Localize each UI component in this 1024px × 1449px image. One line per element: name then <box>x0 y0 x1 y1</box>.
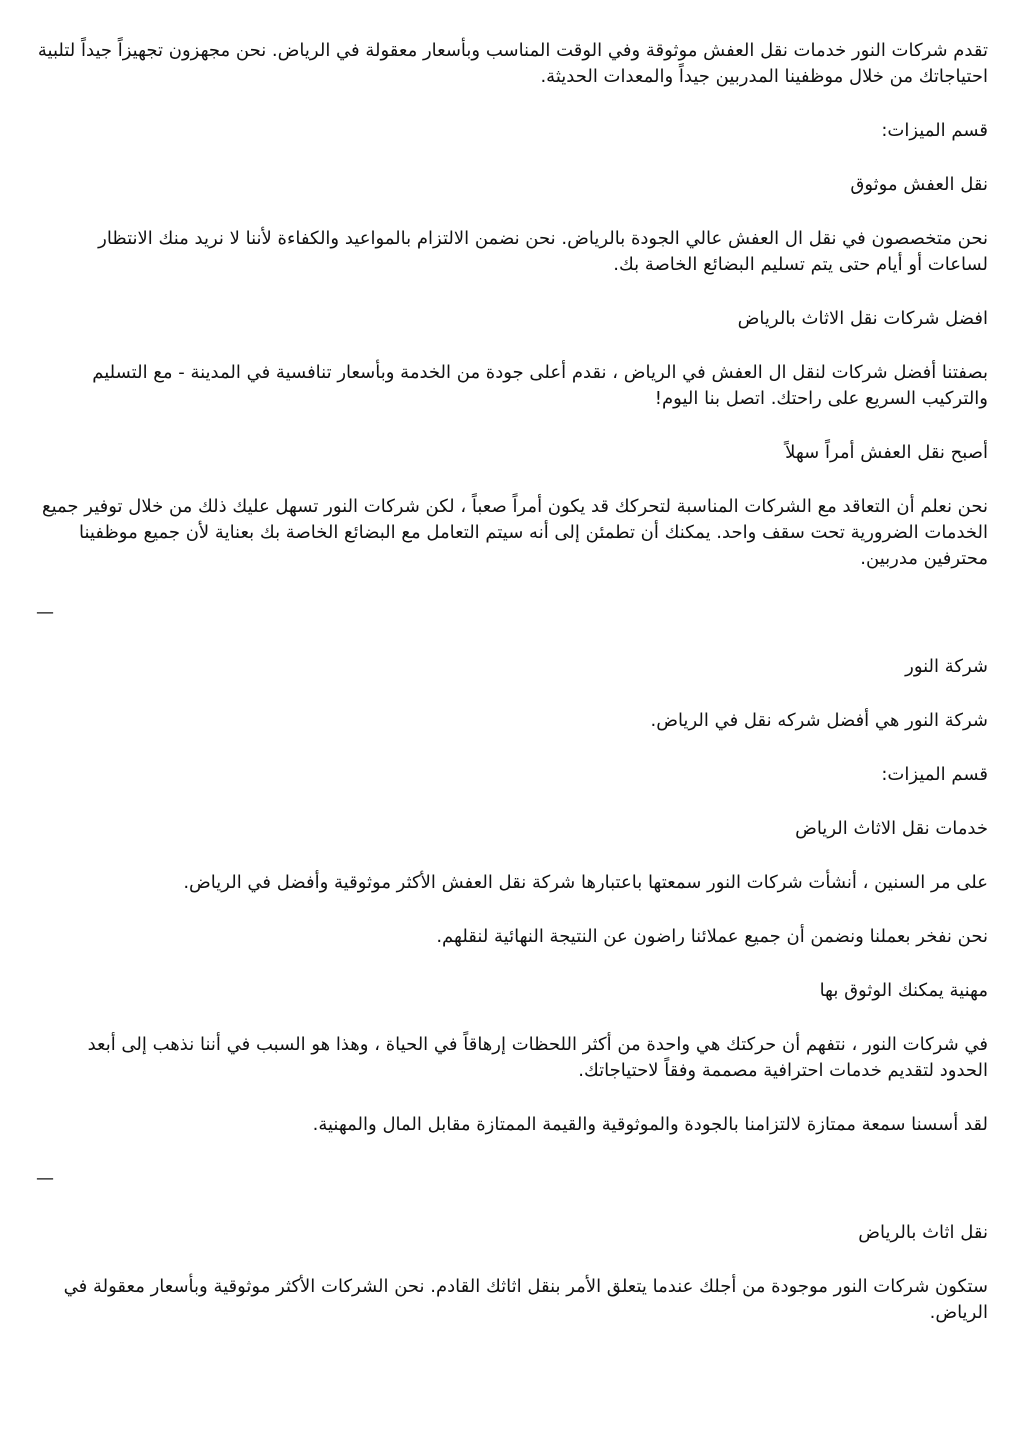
section-heading: نقل اثاث بالرياض <box>858 1222 988 1243</box>
section-heading: مهنية يمكنك الوثوق بها <box>819 980 988 1001</box>
section-heading: شركة النور <box>905 656 988 677</box>
section-heading: نقل العفش موثوق <box>850 174 988 195</box>
document-body <box>36 38 988 1326</box>
paragraph: بصفتنا أفضل شركات لنقل ال العفش في الرياض ، نقدم أعلى جودة من الخدمة وبأسعار تنافسية في المدينة - مع التسليم والتركيب السريع على راحتك. اتصل بنا اليوم! <box>92 362 988 409</box>
separator: — <box>36 1168 54 1189</box>
paragraph: لقد أسسنا سمعة ممتازة لالتزامنا بالجودة والموثوقية والقيمة الممتازة مقابل المال والمهنية. <box>312 1114 988 1135</box>
section-heading: خدمات نقل الاثاث الرياض <box>795 818 988 839</box>
intro-paragraph: تقدم شركات النور خدمات نقل العفش موثوقة وفي الوقت المناسب وبأسعار معقولة في الرياض. نحن مجهزون تجهيزاً جيداً لتلبية احتياجاتك من خلال موظفينا المدربين جيداً والمعدات الحديثة. <box>37 40 988 87</box>
paragraph: شركة النور هي أفضل شركه نقل في الرياض. <box>650 710 988 731</box>
section-heading: افضل شركات نقل الاثاث بالرياض <box>737 308 988 329</box>
paragraph: نحن نفخر بعملنا ونضمن أن جميع عملائنا راضون عن النتيجة النهائية لنقلهم. <box>436 926 988 947</box>
paragraph: نحن متخصصون في نقل ال العفش عالي الجودة بالرياض. نحن نضمن الالتزام بالمواعيد والكفاءة لأننا لا نريد منك الانتظار لساعات أو أيام حتى يتم تسليم البضائع الخاصة بك. <box>98 228 988 275</box>
section-heading: قسم الميزات: <box>881 120 988 141</box>
separator: — <box>36 602 54 623</box>
paragraph: ستكون شركات النور موجودة من أجلك عندما يتعلق الأمر بنقل اثاثك القادم. نحن الشركات الأكثر موثوقية وبأسعار معقولة في الرياض. <box>63 1276 988 1323</box>
paragraph: على مر السنين ، أنشأت شركات النور سمعتها باعتبارها شركة نقل العفش الأكثر موثوقية وأفضل في الرياض. <box>183 872 988 893</box>
paragraph: في شركات النور ، نتفهم أن حركتك هي واحدة من أكثر اللحظات إرهاقاً في الحياة ، وهذا هو السبب في أننا نذهب إلى أبعد الحدود لتقديم خدمات احترافية مصممة وفقاً لاحتياجاتك. <box>87 1034 988 1081</box>
section-heading: أصبح نقل العفش أمراً سهلاً <box>785 442 988 463</box>
section-heading: قسم الميزات: <box>881 764 988 785</box>
paragraph: نحن نعلم أن التعاقد مع الشركات المناسبة لتحركك قد يكون أمراً صعباً ، لكن شركات النور تسهل عليك ذلك من خلال توفير جميع الخدمات الضرورية تحت سقف واحد. يمكنك أن تطمئن إلى أنه سيتم التعامل مع البضائع الخاصة بك بعناية لأن جميع موظفينا محترفين مدربين. <box>42 496 988 569</box>
